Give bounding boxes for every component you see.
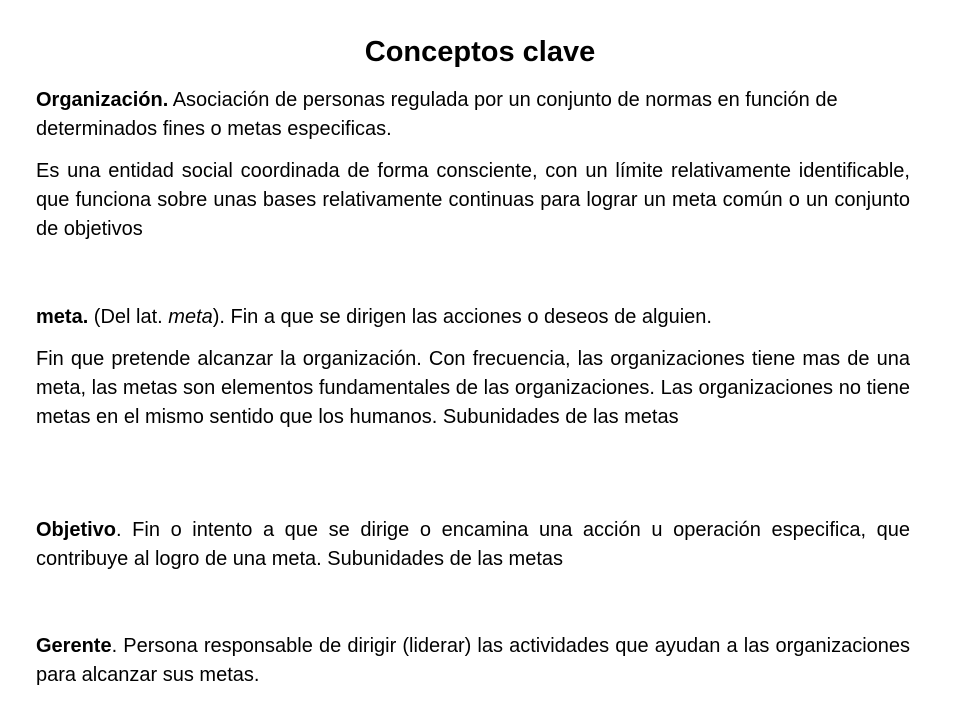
definition-meta-italic: meta xyxy=(168,306,213,328)
definition-organizacion xyxy=(36,86,910,144)
definition-gerente xyxy=(36,632,910,690)
definition-objetivo xyxy=(36,516,910,574)
slide-title: Conceptos clave xyxy=(364,36,596,68)
term-organizacion: Organización. xyxy=(36,89,169,111)
definition-objetivo-text: . Fin o intento a que se dirige o encamina una acción u operación especifica, que contribuye al logro de una meta. Subunidades de las metas xyxy=(36,519,910,570)
definition-meta xyxy=(36,303,910,332)
definition-meta-suffix: ). Fin a que se dirigen las acciones o deseos de alguien. xyxy=(212,306,712,328)
term-meta: meta. xyxy=(36,306,89,328)
definition-gerente-text: . Persona responsable de dirigir (liderar) las actividades que ayudan a las organizaciones para alcanzar sus metas. xyxy=(36,635,910,686)
term-objetivo: Objetivo xyxy=(36,519,117,541)
description-organizacion: Es una entidad social coordinada de forma consciente, con un límite relativamente identificable, que funciona sobre unas bases relativamente continuas para lograr un meta común o un conjunto de objetivos xyxy=(36,160,910,240)
term-gerente: Gerente xyxy=(36,635,112,657)
description-meta: Fin que pretende alcanzar la organización. Con frecuencia, las organizaciones tiene mas de una meta, las metas son elementos fundamentales de las organizaciones. Las organizaciones no tiene metas en el mismo sentido que los humanos. Subunidades de las metas xyxy=(36,348,910,428)
definition-organizacion-text: Asociación de personas regulada por un conjunto de normas en función de determinados fines o metas especificas. xyxy=(36,89,838,140)
definition-meta-prefix: (Del lat. xyxy=(88,306,169,328)
